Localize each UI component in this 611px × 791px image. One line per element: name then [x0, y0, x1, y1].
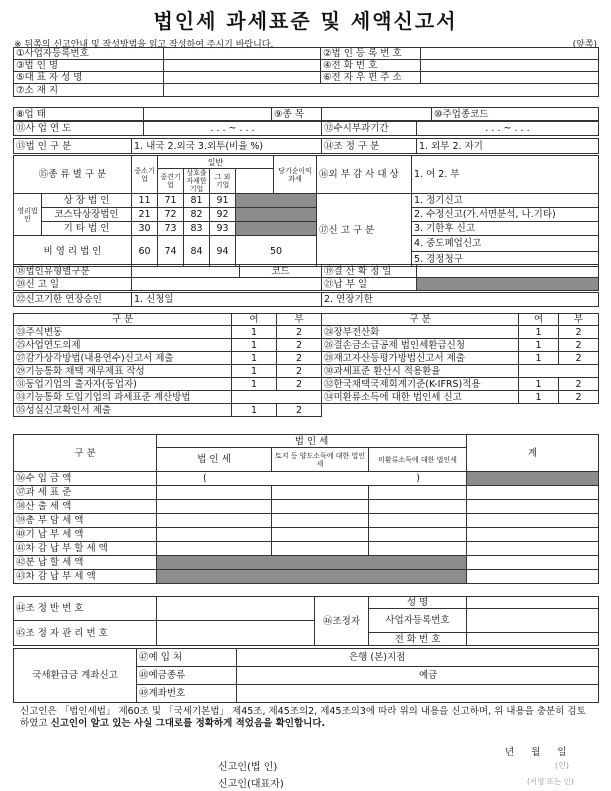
- phone-label: ④전 화 번 호: [321, 60, 421, 72]
- amount-cell[interactable]: [157, 500, 272, 514]
- rep-name-field[interactable]: [164, 72, 321, 84]
- settle-field[interactable]: [417, 265, 599, 278]
- email-field[interactable]: [421, 72, 599, 84]
- exchange-rate-field[interactable]: [519, 365, 599, 378]
- check-no[interactable]: 2: [277, 326, 322, 339]
- filing-option[interactable]: 1. 정기신고: [412, 194, 599, 208]
- amount-cell[interactable]: [467, 570, 599, 584]
- check-yes[interactable]: 1: [519, 339, 559, 352]
- amount-cell[interactable]: [467, 486, 599, 500]
- filing-date-label: ⑳신 고 일: [14, 278, 132, 291]
- tax-base-method-field[interactable]: [232, 391, 322, 404]
- kind-code[interactable]: 30: [132, 222, 158, 236]
- bank-field[interactable]: [237, 649, 599, 667]
- audit-period-label: ⑫수시부과기간: [322, 122, 417, 136]
- kind-code[interactable]: 60: [132, 236, 158, 267]
- adjuster-name-label: 성 명: [369, 597, 467, 609]
- kind-code[interactable]: 72: [158, 208, 184, 222]
- check-no[interactable]: 2: [277, 378, 322, 391]
- check-yes[interactable]: 1: [232, 404, 277, 417]
- shaded-cell: [236, 208, 317, 222]
- bank-label: ㊼예 입 처: [137, 649, 237, 667]
- check-yes[interactable]: 1: [232, 365, 277, 378]
- adjuster-biz-field[interactable]: [467, 609, 599, 633]
- extension-request[interactable]: 1. 신청일: [132, 293, 322, 307]
- kind-code[interactable]: 11: [132, 194, 158, 208]
- pay-date-field: [417, 278, 599, 291]
- tax-row-label: ㊳산 출 세 액: [14, 500, 157, 514]
- fiscal-year-label: ⑪사 업 연 도: [14, 122, 144, 136]
- declaration-date[interactable]: 년 월 일: [505, 747, 567, 758]
- shaded-cell: [157, 570, 467, 584]
- extension-deadline[interactable]: 2. 연장기한: [322, 293, 599, 307]
- check-header-no: 부: [559, 314, 599, 326]
- check-yes[interactable]: 1: [232, 378, 277, 391]
- kind-code[interactable]: 82: [184, 208, 210, 222]
- nonprofit-label: 비 영 리 법 인: [14, 236, 132, 267]
- check-no[interactable]: 2: [559, 339, 599, 352]
- tax-row-label: ㊱수 입 금 액: [14, 472, 157, 486]
- basic-info-table: [13, 47, 599, 97]
- check-label: ㉕사업연도의제: [14, 339, 232, 352]
- industry-field[interactable]: [144, 108, 272, 121]
- check-yes[interactable]: 1: [519, 391, 559, 404]
- check-header-no: 부: [277, 314, 322, 326]
- check-header-yes: 여: [519, 314, 559, 326]
- adjuster-name-field[interactable]: [467, 597, 599, 609]
- check-header-item: 구 분: [14, 314, 232, 326]
- notice-text: ※ 뒤쪽의 신고안내 및 작성방법을 읽고 작성하여 주시기 바랍니다.: [14, 40, 274, 50]
- amount-cell[interactable]: [467, 514, 599, 528]
- code-label: 코드: [240, 265, 322, 278]
- check-header-yes: 여: [232, 314, 277, 326]
- amount-cell[interactable]: [272, 500, 369, 514]
- check-label: ㉚과세표준 환산시 적용환율: [322, 365, 519, 378]
- filing-option[interactable]: 5. 경정청구: [412, 252, 599, 267]
- address-field[interactable]: [164, 84, 599, 97]
- profit-label: 영리법인: [14, 194, 42, 236]
- declaration-text: 신고인은 「법인세법」 제60조 및 「국세기본법」 제45조, 제45조의2, 제45조의3에 따라 위의 내용을 신고하며, 위 내용을 충분히 검토하였고: [20, 706, 586, 729]
- biz-no-label: ①사업자등록번호: [14, 48, 164, 60]
- shaded-cell: [236, 194, 317, 208]
- account-field[interactable]: [237, 685, 599, 703]
- amount-cell[interactable]: [272, 542, 369, 556]
- sign-note[interactable]: (서명 또는 인): [527, 777, 574, 786]
- tax-header-corp: 법 인 세: [157, 448, 272, 472]
- amount-cell[interactable]: [467, 500, 599, 514]
- fiscal-year-field[interactable]: . . . ~ . . .: [144, 122, 322, 136]
- check-yes[interactable]: 1: [232, 339, 277, 352]
- kind-row-name: 기 타 법 인: [42, 222, 132, 236]
- check-yes[interactable]: 1: [232, 352, 277, 365]
- kind-label: ⑮종 류 별 구 분: [14, 156, 132, 194]
- deposit-type-label: ㊽예금종류: [137, 667, 237, 685]
- kind-code[interactable]: 94: [210, 236, 236, 267]
- phone-field[interactable]: [421, 60, 599, 72]
- check-no[interactable]: 2: [559, 326, 599, 339]
- deposit-type-field[interactable]: [237, 667, 599, 685]
- corp-type-table: [13, 138, 599, 154]
- tax-header-total: 계: [467, 435, 599, 472]
- paren: (: [203, 473, 207, 484]
- corp-name-field[interactable]: [164, 60, 321, 72]
- check-no[interactable]: 2: [559, 378, 599, 391]
- tax-header-land: 토지 등 양도소득에 대한 법인세: [272, 448, 369, 472]
- adjuster-table: [13, 596, 599, 646]
- check-yes[interactable]: 1: [519, 326, 559, 339]
- kind-code[interactable]: 74: [158, 236, 184, 267]
- item-label: ⑨종 목: [272, 108, 322, 121]
- corp-type-value[interactable]: 1. 내국 2.외국 3.외투(비율 %): [132, 139, 322, 154]
- amount-cell[interactable]: [272, 528, 369, 542]
- sme-header: 중소기업: [132, 156, 158, 194]
- tax-amount-table: [13, 434, 599, 584]
- tax-row-label: ㊵기 납 부 세 액: [14, 528, 157, 542]
- kind-table: [13, 155, 599, 267]
- amount-cell[interactable]: [157, 542, 272, 556]
- amount-cell[interactable]: [157, 486, 272, 500]
- corp-type-code-label: ⑱법인유형별구분: [14, 265, 132, 278]
- ext-audit-value[interactable]: 1. 여 2. 부: [412, 156, 599, 194]
- tax-header-corp-tax: 법 인 세: [157, 435, 467, 448]
- industry-table: [13, 107, 599, 121]
- filing-option[interactable]: 2. 수정신고(가.서면분석, 나.기타): [412, 208, 599, 222]
- amount-cell[interactable]: [467, 542, 599, 556]
- adjust-type-value[interactable]: 1. 외부 2. 자기: [417, 139, 599, 154]
- adjust-mgmt-field[interactable]: [157, 621, 315, 646]
- amount-cell[interactable]: [369, 542, 467, 556]
- check-label: ㉓주식변동: [14, 326, 232, 339]
- corp-type-code-field[interactable]: [132, 265, 240, 278]
- check-yes[interactable]: 1: [519, 378, 559, 391]
- tax-row-label: ㊷분 납 할 세 액: [14, 556, 157, 570]
- settle-label: ⑲결 산 확 정 일: [322, 265, 417, 278]
- check-label: ㉗감가상각방법(내용연수)신고서 제출: [14, 352, 232, 365]
- declaration-bold: 신고인이 알고 있는 사실 그대로를 정확하게 적었음을 확인합니다.: [50, 718, 326, 729]
- item-field[interactable]: [322, 108, 432, 121]
- shaded-cell: [157, 556, 467, 570]
- amount-cell[interactable]: [272, 486, 369, 500]
- email-label: ⑥전 자 우 편 주 소: [321, 72, 421, 84]
- check-label: ㉙기능통화 채택 재무제표 작성: [14, 365, 232, 378]
- kind-code[interactable]: 93: [210, 222, 236, 236]
- main-code-label: ⑩주업종코드: [432, 108, 599, 121]
- signer-corp: 신고인(법 인): [218, 762, 278, 773]
- tax-row-label: ㊲과 세 표 준: [14, 486, 157, 500]
- kind-code[interactable]: 84: [184, 236, 210, 267]
- mutual-header: 상호출자제한기업: [184, 169, 210, 194]
- check-yes[interactable]: 1: [519, 352, 559, 365]
- check-no[interactable]: 2: [277, 352, 322, 365]
- amount-cell[interactable]: [467, 556, 599, 570]
- extension-table: [13, 292, 599, 307]
- kind-code[interactable]: 73: [158, 222, 184, 236]
- check-label: ㉔장부전산화: [322, 326, 519, 339]
- kind-code[interactable]: 81: [184, 194, 210, 208]
- misc-table: [13, 264, 599, 291]
- filing-date-field[interactable]: [132, 278, 322, 291]
- amount-cell[interactable]: [157, 528, 272, 542]
- consol-header: 당기순이익과세: [274, 156, 317, 194]
- amount-cell[interactable]: [157, 514, 272, 528]
- refund-table: [13, 648, 599, 703]
- adjuster-label: ㊻조정자: [315, 597, 369, 646]
- adjust-code-label: ㊹조 정 반 번 호: [14, 597, 157, 621]
- amount-cell[interactable]: [369, 500, 467, 514]
- check-header-item: 구 분: [322, 314, 519, 326]
- adjust-code-field[interactable]: [157, 597, 315, 621]
- adjust-mgmt-label: ㊺조 정 자 관 리 번 호: [14, 621, 157, 646]
- kind-code[interactable]: 83: [184, 222, 210, 236]
- yes-no-table: [13, 313, 599, 417]
- other-header: 그 외 기업: [210, 169, 236, 194]
- tax-row-label: ㊸차 감 납 부 세 액: [14, 570, 157, 584]
- deposit-suffix: 예금: [419, 670, 438, 681]
- corp-reg-field[interactable]: [421, 48, 599, 60]
- check-no[interactable]: 2: [559, 391, 599, 404]
- mid-header: 중견기업: [158, 169, 184, 194]
- kind-code[interactable]: 92: [210, 208, 236, 222]
- adjuster-biz-label: 사업자등록번호: [369, 609, 467, 633]
- address-label: ⑦소 재 지: [14, 84, 164, 97]
- biz-no-field[interactable]: [164, 48, 321, 60]
- extension-label: ㉒신고기한 연장승인: [14, 293, 132, 307]
- check-label: ㉞미환류소득에 대한 법인세 신고: [322, 391, 519, 404]
- check-label: ㉖결손금소급공제 법인세환급신청: [322, 339, 519, 352]
- check-no[interactable]: 2: [277, 365, 322, 378]
- check-label: ㉛동업기업의 출자자(동업자): [14, 378, 232, 391]
- kind-code[interactable]: 91: [210, 194, 236, 208]
- tax-row-label: ㊴총 부 담 세 액: [14, 514, 157, 528]
- filing-type-label: ⑰신 고 구 분: [317, 194, 412, 267]
- check-label: ㉝기능통화 도입기업의 과세표준 계산방법: [14, 391, 232, 404]
- corp-type-label: ⑬법 인 구 분: [14, 139, 132, 154]
- kind-row-name: 상 장 법 인: [42, 194, 132, 208]
- filing-option[interactable]: 3. 기한후 신고: [412, 222, 599, 236]
- signer-rep: 신고인(대표자): [218, 779, 284, 790]
- declaration: [20, 706, 592, 730]
- refund-label: 국세환급금 계좌신고: [14, 649, 137, 703]
- amount-cell[interactable]: [369, 528, 467, 542]
- pay-date-label: ㉑납 부 일: [322, 278, 417, 291]
- check-no[interactable]: 2: [277, 339, 322, 352]
- shaded-cell: [236, 222, 317, 236]
- paren: ): [416, 473, 420, 484]
- tax-header-item: 구 분: [14, 435, 157, 472]
- kind-code[interactable]: 50: [236, 236, 317, 267]
- adjust-type-label: ⑭조 정 구 분: [322, 139, 417, 154]
- shaded-cell: [467, 472, 599, 486]
- tax-row-label: ㊶차 감 납 부 할 세 액: [14, 542, 157, 556]
- page-side: (앞쪽): [572, 40, 597, 50]
- check-label: ㉜한국채택국제회계기준(K-IFRS)적용: [322, 378, 519, 391]
- kind-row-name: 코스닥상장법인: [42, 208, 132, 222]
- check-yes[interactable]: 1: [232, 326, 277, 339]
- audit-period-field[interactable]: . . . ~ . . .: [417, 122, 599, 136]
- bank-suffix: 은행 (본)지점: [349, 652, 406, 663]
- industry-label: ⑧업 태: [14, 108, 144, 121]
- check-no[interactable]: 2: [559, 352, 599, 365]
- check-label: ㉟성실신고확인서 제출: [14, 404, 232, 417]
- ext-audit-label: ⑯외 부 감 사 대 상: [317, 156, 412, 194]
- rep-name-label: ⑤대 표 자 성 명: [14, 72, 164, 84]
- seal-mark[interactable]: (인): [555, 761, 569, 770]
- check-label: ㉘재고자산등평가방법신고서 제출: [322, 352, 519, 365]
- revenue-field[interactable]: [157, 472, 467, 486]
- amount-cell[interactable]: [369, 486, 467, 500]
- kind-code[interactable]: 71: [158, 194, 184, 208]
- amount-cell[interactable]: [467, 528, 599, 542]
- corp-reg-label: ②법 인 등 록 번 호: [321, 48, 421, 60]
- filing-option[interactable]: 4. 중도폐업신고: [412, 236, 599, 252]
- corp-name-label: ③법 인 명: [14, 60, 164, 72]
- adjuster-phone-field[interactable]: [467, 633, 599, 646]
- amount-cell[interactable]: [369, 514, 467, 528]
- account-label: ㊾계좌번호: [137, 685, 237, 703]
- adjuster-phone-label: 전 화 번 호: [369, 633, 467, 646]
- form-title: 법인세 과세표준 및 세액신고서: [153, 9, 458, 33]
- check-no[interactable]: 2: [277, 404, 322, 417]
- tax-header-unrecirc: 미환류소득에 대한 법인세: [369, 448, 467, 472]
- general-header: 일반: [158, 156, 274, 169]
- kind-code[interactable]: 21: [132, 208, 158, 222]
- amount-cell[interactable]: [272, 514, 369, 528]
- fiscal-table: [13, 121, 599, 136]
